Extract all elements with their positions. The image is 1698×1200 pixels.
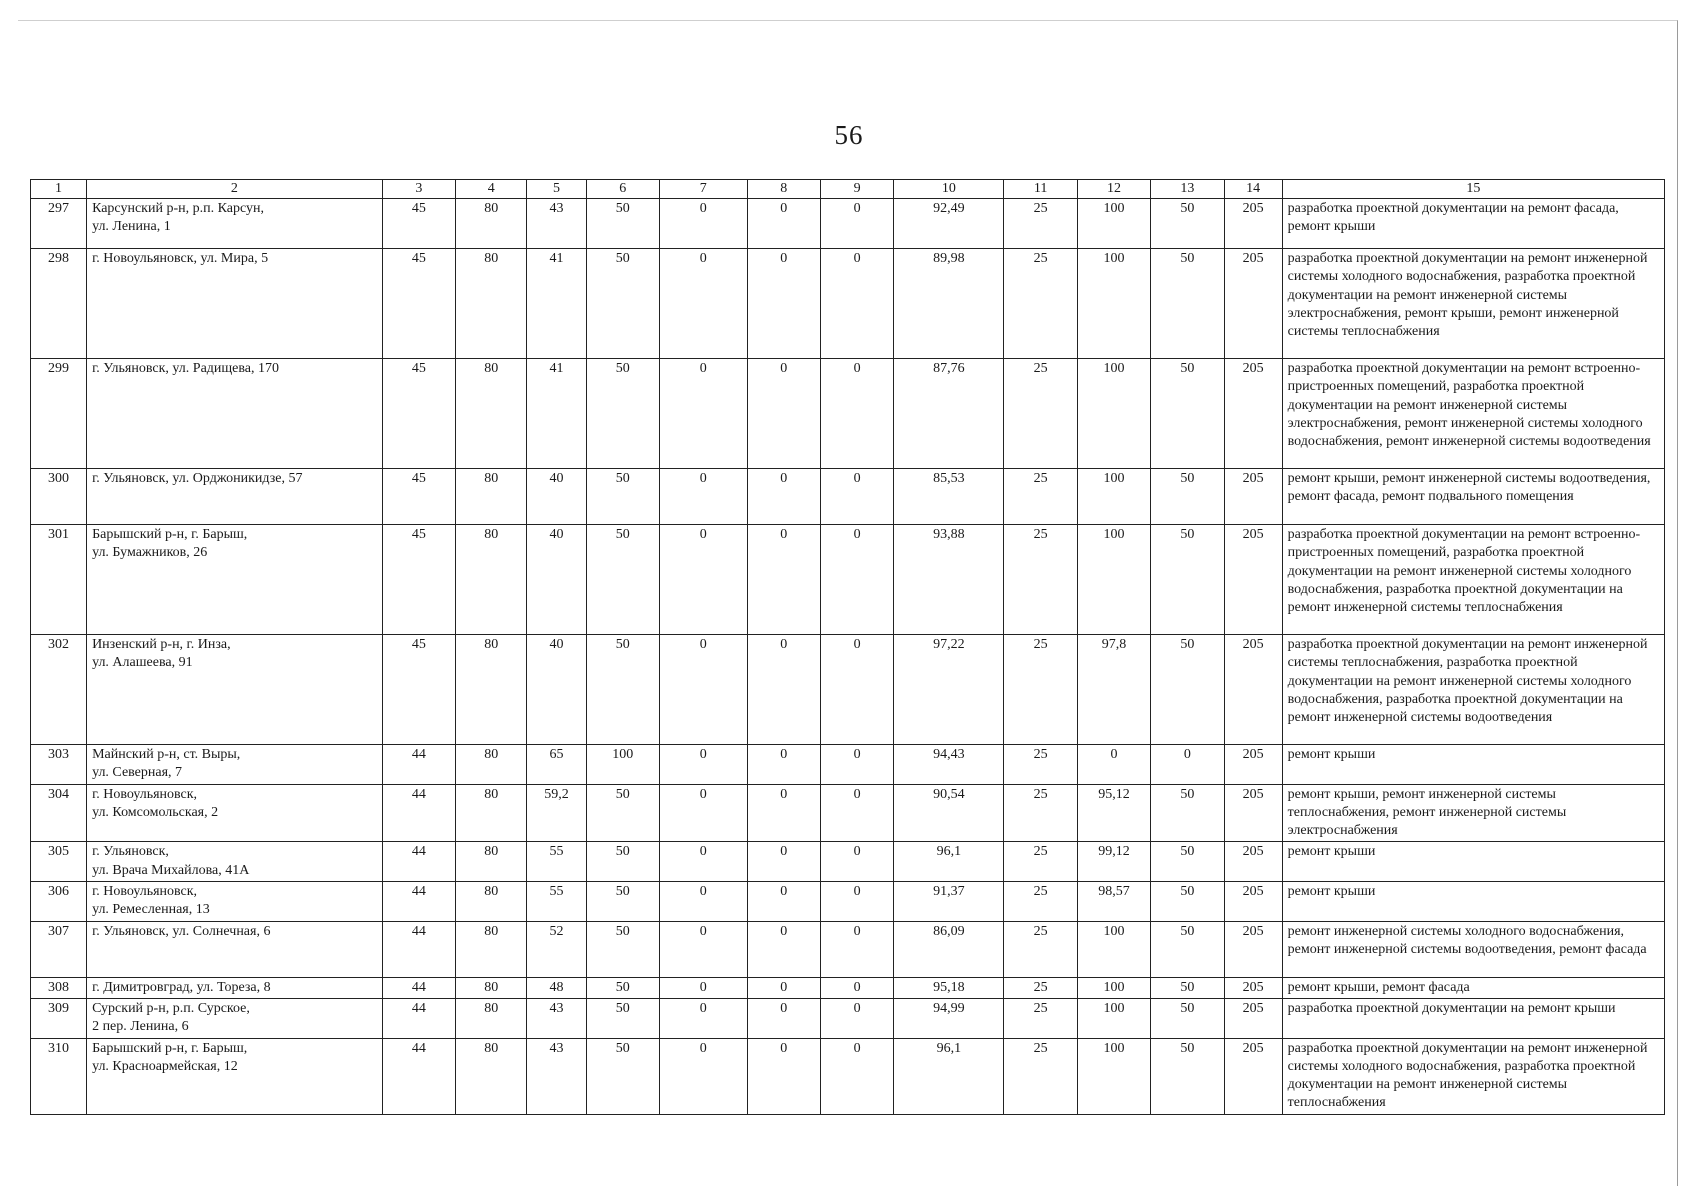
value-cell-col-9: 0 [820, 842, 893, 882]
value-cell-col-8: 0 [747, 635, 820, 745]
value-cell-col-7: 0 [659, 842, 747, 882]
value-cell-col-4: 80 [456, 525, 527, 635]
value-cell-col-6: 50 [586, 199, 659, 249]
value-cell-col-14: 205 [1224, 359, 1282, 469]
row-number: 302 [31, 635, 87, 745]
value-cell-col-10: 96,1 [894, 842, 1004, 882]
value-cell-col-6: 50 [586, 842, 659, 882]
address-cell [87, 998, 383, 1038]
value-cell-col-11: 25 [1004, 359, 1077, 469]
row-number: 306 [31, 882, 87, 922]
value-cell-col-12: 100 [1077, 249, 1150, 359]
column-header-4: 4 [456, 180, 527, 199]
value-cell-col-5: 41 [527, 249, 586, 359]
address-cell [87, 249, 383, 359]
value-cell-col-4: 80 [456, 199, 527, 249]
value-cell-col-8: 0 [747, 998, 820, 1038]
table-row [31, 525, 1665, 635]
value-cell-col-7: 0 [659, 525, 747, 635]
work-description: разработка проектной документации на ремонт встроенно-пристроенных помещений, разработка проектной документации на ремонт инженерной системы холодного водоснабжения, разработка проектной документации на ремонт инженерной системы теплоснабжения [1282, 525, 1664, 635]
table-row [31, 882, 1665, 922]
value-cell-col-7: 0 [659, 882, 747, 922]
value-cell-col-7: 0 [659, 784, 747, 842]
value-cell-col-10: 94,99 [894, 998, 1004, 1038]
value-cell-col-9: 0 [820, 469, 893, 525]
address-line: г. Ульяновск, ул. Солнечная, 6 [92, 923, 271, 939]
column-header-11: 11 [1004, 180, 1077, 199]
value-cell-col-6: 50 [586, 1038, 659, 1114]
value-cell-col-9: 0 [820, 745, 893, 785]
value-cell-col-5: 59,2 [527, 784, 586, 842]
value-cell-col-14: 205 [1224, 921, 1282, 977]
value-cell-col-13: 50 [1151, 469, 1224, 525]
address-cell [87, 784, 383, 842]
work-description: разработка проектной документации на ремонт инженерной системы теплоснабжения, разработка проектной документации на ремонт инженерной системы холодного водоснабжения, разработка проектной документации на ремонт инженерной системы водоотведения [1282, 635, 1664, 745]
value-cell-col-10: 86,09 [894, 921, 1004, 977]
value-cell-col-3: 45 [382, 635, 455, 745]
value-cell-col-3: 44 [382, 745, 455, 785]
value-cell-col-13: 50 [1151, 359, 1224, 469]
value-cell-col-8: 0 [747, 249, 820, 359]
table-row [31, 921, 1665, 977]
address-cell [87, 359, 383, 469]
value-cell-col-11: 25 [1004, 998, 1077, 1038]
address-line: г. Ульяновск, [92, 844, 169, 860]
value-cell-col-3: 45 [382, 525, 455, 635]
value-cell-col-7: 0 [659, 359, 747, 469]
address-cell [87, 745, 383, 785]
table-row [31, 635, 1665, 745]
value-cell-col-3: 44 [382, 977, 455, 998]
value-cell-col-6: 50 [586, 525, 659, 635]
table-row [31, 745, 1665, 785]
value-cell-col-11: 25 [1004, 1038, 1077, 1114]
address-cell [87, 199, 383, 249]
value-cell-col-10: 96,1 [894, 1038, 1004, 1114]
value-cell-col-4: 80 [456, 998, 527, 1038]
value-cell-col-9: 0 [820, 921, 893, 977]
value-cell-col-14: 205 [1224, 784, 1282, 842]
value-cell-col-5: 43 [527, 998, 586, 1038]
column-header-1: 1 [31, 180, 87, 199]
work-description: ремонт инженерной системы холодного водоснабжения, ремонт инженерной системы водоотведения, ремонт фасада [1282, 921, 1664, 977]
value-cell-col-7: 0 [659, 249, 747, 359]
value-cell-col-8: 0 [747, 977, 820, 998]
table-header-row [31, 180, 1665, 199]
address-cell [87, 842, 383, 882]
value-cell-col-8: 0 [747, 469, 820, 525]
value-cell-col-10: 95,18 [894, 977, 1004, 998]
row-number: 307 [31, 921, 87, 977]
value-cell-col-8: 0 [747, 784, 820, 842]
value-cell-col-9: 0 [820, 977, 893, 998]
value-cell-col-4: 80 [456, 249, 527, 359]
value-cell-col-8: 0 [747, 842, 820, 882]
value-cell-col-13: 50 [1151, 921, 1224, 977]
value-cell-col-8: 0 [747, 359, 820, 469]
address-cell [87, 977, 383, 998]
value-cell-col-13: 50 [1151, 784, 1224, 842]
address-cell [87, 469, 383, 525]
work-description: разработка проектной документации на ремонт встроенно-пристроенных помещений, разработка проектной документации на ремонт инженерной системы электроснабжения, ремонт инженерной системы холодного водоснабжения, ремонт инженерной системы водоотведения [1282, 359, 1664, 469]
value-cell-col-14: 205 [1224, 525, 1282, 635]
value-cell-col-8: 0 [747, 1038, 820, 1114]
value-cell-col-11: 25 [1004, 921, 1077, 977]
value-cell-col-5: 52 [527, 921, 586, 977]
value-cell-col-14: 205 [1224, 977, 1282, 998]
value-cell-col-4: 80 [456, 842, 527, 882]
value-cell-col-6: 100 [586, 745, 659, 785]
work-description: ремонт крыши, ремонт инженерной системы водоотведения, ремонт фасада, ремонт подвального помещения [1282, 469, 1664, 525]
address-line: 2 пер. Ленина, 6 [92, 1019, 189, 1035]
value-cell-col-4: 80 [456, 745, 527, 785]
value-cell-col-13: 50 [1151, 249, 1224, 359]
value-cell-col-9: 0 [820, 635, 893, 745]
value-cell-col-10: 92,49 [894, 199, 1004, 249]
value-cell-col-7: 0 [659, 635, 747, 745]
value-cell-col-9: 0 [820, 998, 893, 1038]
value-cell-col-14: 205 [1224, 745, 1282, 785]
table-row [31, 249, 1665, 359]
value-cell-col-10: 87,76 [894, 359, 1004, 469]
value-cell-col-6: 50 [586, 784, 659, 842]
value-cell-col-3: 44 [382, 1038, 455, 1114]
work-description: ремонт крыши [1282, 842, 1664, 882]
value-cell-col-7: 0 [659, 977, 747, 998]
value-cell-col-3: 45 [382, 249, 455, 359]
value-cell-col-5: 55 [527, 842, 586, 882]
work-description: разработка проектной документации на ремонт крыши [1282, 998, 1664, 1038]
table-row [31, 998, 1665, 1038]
address-line: г. Новоульяновск, ул. Мира, 5 [92, 251, 269, 266]
value-cell-col-11: 25 [1004, 977, 1077, 998]
row-number: 300 [31, 469, 87, 525]
column-header-7: 7 [659, 180, 747, 199]
value-cell-col-10: 89,98 [894, 249, 1004, 359]
value-cell-col-7: 0 [659, 199, 747, 249]
value-cell-col-12: 95,12 [1077, 784, 1150, 842]
address-cell [87, 635, 383, 745]
value-cell-col-14: 205 [1224, 998, 1282, 1038]
value-cell-col-14: 205 [1224, 249, 1282, 359]
address-line: Майнский р-н, ст. Выры, [92, 747, 241, 762]
value-cell-col-5: 43 [527, 1038, 586, 1114]
value-cell-col-12: 100 [1077, 525, 1150, 635]
value-cell-col-9: 0 [820, 359, 893, 469]
value-cell-col-14: 205 [1224, 842, 1282, 882]
address-line: Инзенский р-н, г. Инза, [92, 637, 231, 652]
value-cell-col-14: 205 [1224, 882, 1282, 922]
row-number: 308 [31, 977, 87, 998]
value-cell-col-14: 205 [1224, 199, 1282, 249]
table-row [31, 469, 1665, 525]
value-cell-col-7: 0 [659, 998, 747, 1038]
value-cell-col-3: 44 [382, 842, 455, 882]
value-cell-col-12: 0 [1077, 745, 1150, 785]
address-line: ул. Бумажников, 26 [92, 545, 208, 561]
value-cell-col-12: 100 [1077, 199, 1150, 249]
row-number: 305 [31, 842, 87, 882]
work-description: разработка проектной документации на ремонт инженерной системы холодного водоснабжения, разработка проектной документации на ремонт инженерной системы электроснабжения, ремонт крыши, ремонт инженерной системы теплоснабжения [1282, 249, 1664, 359]
address-line: г. Ульяновск, ул. Орджоникидзе, 57 [92, 471, 303, 486]
address-cell [87, 1038, 383, 1114]
column-header-2: 2 [87, 180, 383, 199]
value-cell-col-5: 65 [527, 745, 586, 785]
value-cell-col-6: 50 [586, 359, 659, 469]
value-cell-col-10: 85,53 [894, 469, 1004, 525]
value-cell-col-7: 0 [659, 469, 747, 525]
value-cell-col-12: 100 [1077, 977, 1150, 998]
value-cell-col-5: 48 [527, 977, 586, 998]
value-cell-col-11: 25 [1004, 745, 1077, 785]
value-cell-col-3: 44 [382, 998, 455, 1038]
value-cell-col-9: 0 [820, 1038, 893, 1114]
row-number: 297 [31, 199, 87, 249]
value-cell-col-4: 80 [456, 1038, 527, 1114]
table-row [31, 1038, 1665, 1114]
value-cell-col-12: 100 [1077, 1038, 1150, 1114]
value-cell-col-7: 0 [659, 745, 747, 785]
row-number: 309 [31, 998, 87, 1038]
page-number: 56 [834, 120, 864, 150]
value-cell-col-13: 0 [1151, 745, 1224, 785]
address-cell [87, 525, 383, 635]
value-cell-col-5: 55 [527, 882, 586, 922]
table-row [31, 977, 1665, 998]
value-cell-col-11: 25 [1004, 469, 1077, 525]
work-description: ремонт крыши, ремонт фасада [1282, 977, 1664, 998]
address-line: г. Новоульяновск, [92, 786, 198, 802]
value-cell-col-13: 50 [1151, 1038, 1224, 1114]
value-cell-col-13: 50 [1151, 199, 1224, 249]
address-cell [87, 921, 383, 977]
column-header-9: 9 [820, 180, 893, 199]
value-cell-col-13: 50 [1151, 998, 1224, 1038]
value-cell-col-9: 0 [820, 784, 893, 842]
value-cell-col-6: 50 [586, 249, 659, 359]
value-cell-col-11: 25 [1004, 525, 1077, 635]
row-number: 299 [31, 359, 87, 469]
value-cell-col-9: 0 [820, 199, 893, 249]
value-cell-col-8: 0 [747, 525, 820, 635]
row-number: 310 [31, 1038, 87, 1114]
value-cell-col-7: 0 [659, 921, 747, 977]
address-line: г. Димитровград, ул. Тореза, 8 [92, 979, 271, 995]
value-cell-col-5: 41 [527, 359, 586, 469]
value-cell-col-10: 93,88 [894, 525, 1004, 635]
value-cell-col-3: 44 [382, 921, 455, 977]
value-cell-col-5: 40 [527, 469, 586, 525]
value-cell-col-4: 80 [456, 882, 527, 922]
value-cell-col-14: 205 [1224, 469, 1282, 525]
column-header-8: 8 [747, 180, 820, 199]
address-line: Сурский р-н, р.п. Сурское, [92, 1000, 250, 1016]
value-cell-col-11: 25 [1004, 635, 1077, 745]
value-cell-col-12: 97,8 [1077, 635, 1150, 745]
repair-registry-table [30, 179, 1665, 1115]
value-cell-col-11: 25 [1004, 882, 1077, 922]
value-cell-col-12: 99,12 [1077, 842, 1150, 882]
address-line: ул. Северная, 7 [92, 765, 183, 781]
address-cell [87, 882, 383, 922]
value-cell-col-4: 80 [456, 921, 527, 977]
value-cell-col-8: 0 [747, 745, 820, 785]
value-cell-col-6: 50 [586, 635, 659, 745]
value-cell-col-9: 0 [820, 249, 893, 359]
column-header-12: 12 [1077, 180, 1150, 199]
value-cell-col-11: 25 [1004, 199, 1077, 249]
work-description: ремонт крыши [1282, 745, 1664, 785]
table-row [31, 842, 1665, 882]
value-cell-col-4: 80 [456, 469, 527, 525]
work-description: разработка проектной документации на ремонт инженерной системы холодного водоснабжения, разработка проектной документации на ремонт инженерной системы теплоснабжения [1282, 1038, 1664, 1114]
value-cell-col-7: 0 [659, 1038, 747, 1114]
value-cell-col-10: 97,22 [894, 635, 1004, 745]
value-cell-col-11: 25 [1004, 249, 1077, 359]
value-cell-col-13: 50 [1151, 635, 1224, 745]
address-line: ул. Комсомольская, 2 [92, 804, 219, 820]
address-line: ул. Ремесленная, 13 [92, 902, 210, 918]
row-number: 303 [31, 745, 87, 785]
address-line: ул. Алашеева, 91 [92, 655, 193, 671]
value-cell-col-8: 0 [747, 921, 820, 977]
value-cell-col-10: 91,37 [894, 882, 1004, 922]
value-cell-col-6: 50 [586, 977, 659, 998]
value-cell-col-4: 80 [456, 635, 527, 745]
value-cell-col-4: 80 [456, 784, 527, 842]
value-cell-col-14: 205 [1224, 1038, 1282, 1114]
value-cell-col-8: 0 [747, 199, 820, 249]
value-cell-col-6: 50 [586, 921, 659, 977]
column-header-6: 6 [586, 180, 659, 199]
address-line: Барышский р-н, г. Барыш, [92, 527, 248, 542]
column-header-13: 13 [1151, 180, 1224, 199]
value-cell-col-9: 0 [820, 882, 893, 922]
value-cell-col-3: 45 [382, 359, 455, 469]
value-cell-col-13: 50 [1151, 977, 1224, 998]
value-cell-col-5: 40 [527, 635, 586, 745]
value-cell-col-12: 100 [1077, 359, 1150, 469]
row-number: 298 [31, 249, 87, 359]
value-cell-col-3: 44 [382, 882, 455, 922]
value-cell-col-13: 50 [1151, 842, 1224, 882]
value-cell-col-3: 44 [382, 784, 455, 842]
column-header-15: 15 [1282, 180, 1664, 199]
address-line: ул. Ленина, 1 [92, 219, 171, 235]
address-line: ул. Красноармейская, 12 [92, 1058, 238, 1074]
value-cell-col-10: 94,43 [894, 745, 1004, 785]
column-header-3: 3 [382, 180, 455, 199]
value-cell-col-11: 25 [1004, 842, 1077, 882]
value-cell-col-9: 0 [820, 525, 893, 635]
column-header-5: 5 [527, 180, 586, 199]
value-cell-col-5: 43 [527, 199, 586, 249]
value-cell-col-13: 50 [1151, 882, 1224, 922]
value-cell-col-5: 40 [527, 525, 586, 635]
value-cell-col-14: 205 [1224, 635, 1282, 745]
column-header-10: 10 [894, 180, 1004, 199]
value-cell-col-12: 100 [1077, 998, 1150, 1038]
work-description: ремонт крыши [1282, 882, 1664, 922]
value-cell-col-12: 100 [1077, 469, 1150, 525]
work-description: разработка проектной документации на ремонт фасада, ремонт крыши [1282, 199, 1664, 249]
table-row [31, 359, 1665, 469]
address-line: г. Новоульяновск, [92, 884, 198, 900]
row-number: 301 [31, 525, 87, 635]
value-cell-col-10: 90,54 [894, 784, 1004, 842]
table-row [31, 199, 1665, 249]
value-cell-col-12: 100 [1077, 921, 1150, 977]
table-row [31, 784, 1665, 842]
value-cell-col-3: 45 [382, 469, 455, 525]
work-description: ремонт крыши, ремонт инженерной системы теплоснабжения, ремонт инженерной системы электроснабжения [1282, 784, 1664, 842]
value-cell-col-4: 80 [456, 359, 527, 469]
address-line: ул. Врача Михайлова, 41А [92, 862, 250, 878]
address-line: Барышский р-н, г. Барыш, [92, 1040, 248, 1056]
value-cell-col-8: 0 [747, 882, 820, 922]
value-cell-col-11: 25 [1004, 784, 1077, 842]
address-line: Карсунский р-н, р.п. Карсун, [92, 201, 264, 216]
row-number: 304 [31, 784, 87, 842]
value-cell-col-6: 50 [586, 469, 659, 525]
table-body [31, 199, 1665, 1115]
value-cell-col-4: 80 [456, 977, 527, 998]
value-cell-col-6: 50 [586, 882, 659, 922]
value-cell-col-6: 50 [586, 998, 659, 1038]
value-cell-col-13: 50 [1151, 525, 1224, 635]
value-cell-col-3: 45 [382, 199, 455, 249]
column-header-14: 14 [1224, 180, 1282, 199]
value-cell-col-12: 98,57 [1077, 882, 1150, 922]
address-line: г. Ульяновск, ул. Радищева, 170 [92, 361, 280, 376]
